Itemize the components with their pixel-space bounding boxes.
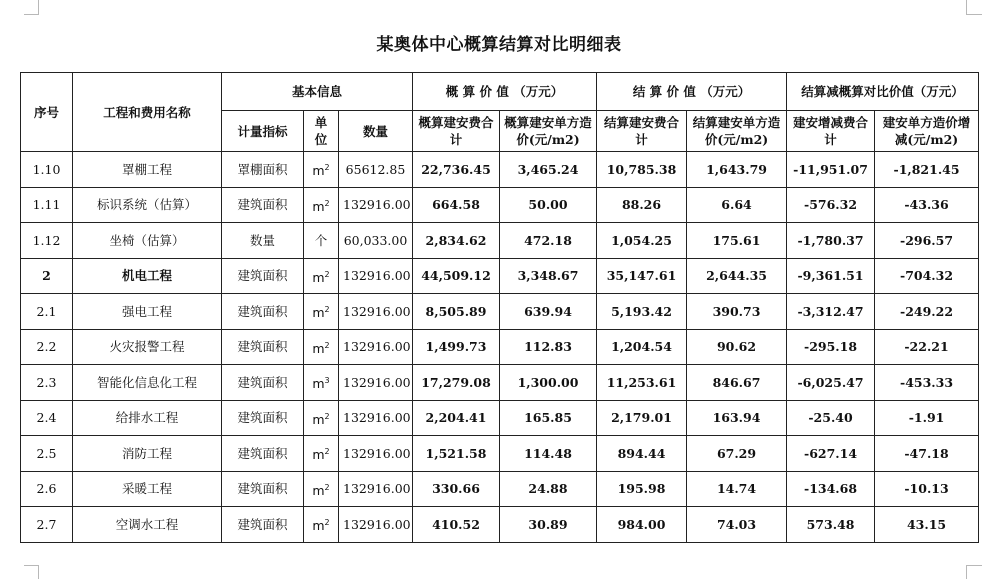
header-final-value: 结 算 价 值 （万元） (597, 73, 787, 111)
cell-unit (304, 365, 339, 401)
cell-budget-total: 664.58 (413, 187, 500, 223)
cell-unit (304, 187, 339, 223)
cell-diff-total: -25.40 (787, 400, 875, 436)
cell-item-name: 坐椅（估算） (73, 223, 222, 259)
header-basic-info: 基本信息 (222, 73, 413, 111)
cell-measure-index: 建筑面积 (222, 400, 304, 436)
cell-final-unit-cost: 2,644.35 (687, 258, 787, 294)
header-budget-unit-cost: 概算建安单方造价(元/m2) (500, 111, 597, 152)
unit-base: m (312, 163, 325, 179)
cell-final-unit-cost: 74.03 (687, 507, 787, 543)
table-row (21, 152, 979, 188)
unit-superscript: 3 (324, 376, 330, 386)
cell-item-name: 智能化信息化工程 (73, 365, 222, 401)
comparison-table (20, 72, 979, 543)
table-row (21, 471, 979, 507)
table-row (21, 436, 979, 472)
cell-diff-unit-cost: -10.13 (875, 471, 979, 507)
header-diff-unit-cost: 建安单方造价增减(元/m2) (875, 111, 979, 152)
cell-budget-total: 2,204.41 (413, 400, 500, 436)
cell-item-name: 强电工程 (73, 294, 222, 330)
cell-unit (304, 294, 339, 330)
cell-final-total: 10,785.38 (597, 152, 687, 188)
header-diff-value: 结算减概算对比价值（万元） (787, 73, 979, 111)
document-title: 某奥体中心概算结算对比明细表 (376, 35, 622, 55)
cell-unit (304, 152, 339, 188)
unit-superscript: 2 (324, 411, 330, 421)
cell-diff-total: -11,951.07 (787, 152, 875, 188)
cell-budget-total: 1,521.58 (413, 436, 500, 472)
cell-seq: 2 (21, 258, 73, 294)
table-row (21, 329, 979, 365)
cell-final-total: 35,147.61 (597, 258, 687, 294)
cell-final-unit-cost: 175.61 (687, 223, 787, 259)
header-row-top (21, 73, 979, 111)
unit-superscript: 2 (324, 305, 330, 315)
cell-final-unit-cost: 14.74 (687, 471, 787, 507)
cell-quantity: 132916.00 (339, 400, 413, 436)
cell-budget-total: 1,499.73 (413, 329, 500, 365)
crop-mark-top-left-v (38, 0, 39, 14)
crop-mark-top-left-h (24, 14, 39, 15)
unit-superscript: 2 (324, 340, 330, 350)
cell-final-unit-cost: 1,643.79 (687, 152, 787, 188)
table-row (21, 187, 979, 223)
table-row (21, 223, 979, 259)
cell-unit (304, 258, 339, 294)
cell-final-unit-cost: 390.73 (687, 294, 787, 330)
cell-item-name: 消防工程 (73, 436, 222, 472)
cell-diff-total: -3,312.47 (787, 294, 875, 330)
cell-unit (304, 436, 339, 472)
cell-quantity: 132916.00 (339, 471, 413, 507)
cell-diff-total: 573.48 (787, 507, 875, 543)
cell-budget-unit-cost: 30.89 (500, 507, 597, 543)
cell-seq: 2.5 (21, 436, 73, 472)
cell-item-name: 给排水工程 (73, 400, 222, 436)
unit-superscript: 2 (324, 518, 330, 528)
cell-final-unit-cost: 846.67 (687, 365, 787, 401)
table-row (21, 400, 979, 436)
unit-base: m (312, 447, 325, 463)
cell-final-unit-cost: 163.94 (687, 400, 787, 436)
cell-quantity: 132916.00 (339, 258, 413, 294)
cell-budget-total: 330.66 (413, 471, 500, 507)
unit-superscript: 2 (324, 482, 330, 492)
cell-budget-unit-cost: 165.85 (500, 400, 597, 436)
cell-diff-unit-cost: -1.91 (875, 400, 979, 436)
cell-final-unit-cost: 6.64 (687, 187, 787, 223)
cell-measure-index: 建筑面积 (222, 471, 304, 507)
cell-quantity: 132916.00 (339, 436, 413, 472)
table-row (21, 365, 979, 401)
cell-quantity: 65612.85 (339, 152, 413, 188)
cell-item-name: 机电工程 (73, 258, 222, 294)
cell-diff-unit-cost: -1,821.45 (875, 152, 979, 188)
cell-budget-unit-cost: 112.83 (500, 329, 597, 365)
header-measure-index: 计量指标 (222, 111, 304, 152)
header-budget-total: 概算建安费合计 (413, 111, 500, 152)
cell-measure-index: 建筑面积 (222, 294, 304, 330)
cell-diff-unit-cost: -249.22 (875, 294, 979, 330)
cell-budget-total: 22,736.45 (413, 152, 500, 188)
cell-quantity: 60,033.00 (339, 223, 413, 259)
unit-superscript: 2 (324, 198, 330, 208)
header-final-unit-cost: 结算建安单方造价(元/m2) (687, 111, 787, 152)
cell-diff-total: -1,780.37 (787, 223, 875, 259)
cell-final-total: 5,193.42 (597, 294, 687, 330)
cell-quantity: 132916.00 (339, 187, 413, 223)
cell-seq: 2.3 (21, 365, 73, 401)
cell-unit (304, 471, 339, 507)
cell-budget-unit-cost: 3,465.24 (500, 152, 597, 188)
cell-final-total: 2,179.01 (597, 400, 687, 436)
cell-seq: 2.1 (21, 294, 73, 330)
cell-diff-total: -9,361.51 (787, 258, 875, 294)
cell-item-name: 采暖工程 (73, 471, 222, 507)
cell-unit (304, 400, 339, 436)
crop-mark-bottom-left-h (24, 565, 39, 566)
table-row (21, 258, 979, 294)
cell-quantity: 132916.00 (339, 507, 413, 543)
cell-budget-total: 17,279.08 (413, 365, 500, 401)
cell-item-name: 空调水工程 (73, 507, 222, 543)
unit-base: m (312, 269, 325, 285)
header-quantity: 数量 (339, 111, 413, 152)
unit-base: m (312, 411, 325, 427)
table-body (21, 152, 979, 543)
header-name: 工程和费用名称 (73, 73, 222, 152)
cell-diff-total: -295.18 (787, 329, 875, 365)
cell-budget-unit-cost: 50.00 (500, 187, 597, 223)
unit-base: m (312, 305, 325, 321)
cell-budget-unit-cost: 24.88 (500, 471, 597, 507)
unit-superscript: 2 (324, 163, 330, 173)
unit-base: m (312, 482, 325, 498)
cell-final-total: 11,253.61 (597, 365, 687, 401)
cell-quantity: 132916.00 (339, 294, 413, 330)
unit-base: m (312, 198, 325, 214)
cell-unit (304, 329, 339, 365)
cell-seq: 2.4 (21, 400, 73, 436)
cell-item-name: 火灾报警工程 (73, 329, 222, 365)
crop-mark-bottom-right-h (966, 565, 982, 566)
cell-budget-total: 8,505.89 (413, 294, 500, 330)
cell-final-total: 195.98 (597, 471, 687, 507)
cell-diff-unit-cost: 43.15 (875, 507, 979, 543)
cell-quantity: 132916.00 (339, 365, 413, 401)
cell-diff-total: -627.14 (787, 436, 875, 472)
cell-diff-unit-cost: -704.32 (875, 258, 979, 294)
cell-budget-unit-cost: 114.48 (500, 436, 597, 472)
cell-final-total: 984.00 (597, 507, 687, 543)
cell-seq: 1.10 (21, 152, 73, 188)
cell-seq: 2.7 (21, 507, 73, 543)
cell-budget-total: 2,834.62 (413, 223, 500, 259)
cell-diff-total: -134.68 (787, 471, 875, 507)
cell-budget-unit-cost: 3,348.67 (500, 258, 597, 294)
crop-mark-bottom-right-v (966, 565, 967, 579)
cell-final-total: 1,054.25 (597, 223, 687, 259)
cell-measure-index: 建筑面积 (222, 436, 304, 472)
cell-diff-unit-cost: -296.57 (875, 223, 979, 259)
unit-superscript: 2 (324, 447, 330, 457)
cell-final-unit-cost: 67.29 (687, 436, 787, 472)
unit-base: m (312, 340, 325, 356)
unit-base: m (312, 518, 325, 534)
cell-final-total: 894.44 (597, 436, 687, 472)
cell-diff-unit-cost: -453.33 (875, 365, 979, 401)
cell-measure-index: 数量 (222, 223, 304, 259)
cell-budget-unit-cost: 472.18 (500, 223, 597, 259)
header-final-total: 结算建安费合计 (597, 111, 687, 152)
cell-diff-total: -576.32 (787, 187, 875, 223)
cell-final-total: 1,204.54 (597, 329, 687, 365)
table-row (21, 294, 979, 330)
cell-budget-total: 410.52 (413, 507, 500, 543)
cell-diff-unit-cost: -22.21 (875, 329, 979, 365)
header-unit: 单位 (304, 111, 339, 152)
cell-diff-total: -6,025.47 (787, 365, 875, 401)
cell-final-total: 88.26 (597, 187, 687, 223)
unit-base: m (312, 376, 325, 392)
cell-seq: 1.12 (21, 223, 73, 259)
cell-budget-unit-cost: 1,300.00 (500, 365, 597, 401)
crop-mark-top-right-v (966, 0, 967, 14)
cell-seq: 2.2 (21, 329, 73, 365)
cell-measure-index: 建筑面积 (222, 507, 304, 543)
cell-diff-unit-cost: -47.18 (875, 436, 979, 472)
cell-item-name: 标识系统（估算） (73, 187, 222, 223)
cell-measure-index: 建筑面积 (222, 258, 304, 294)
header-diff-total: 建安增减费合计 (787, 111, 875, 152)
table-row (21, 507, 979, 543)
cell-measure-index: 建筑面积 (222, 329, 304, 365)
cell-budget-total: 44,509.12 (413, 258, 500, 294)
cell-unit (304, 507, 339, 543)
cell-quantity: 132916.00 (339, 329, 413, 365)
crop-mark-bottom-left-v (38, 565, 39, 579)
cell-item-name: 罩棚工程 (73, 152, 222, 188)
header-seq: 序号 (21, 73, 73, 152)
cell-measure-index: 建筑面积 (222, 187, 304, 223)
cell-unit (304, 223, 339, 259)
cell-measure-index: 建筑面积 (222, 365, 304, 401)
cell-final-unit-cost: 90.62 (687, 329, 787, 365)
unit-base: 个 (314, 232, 328, 248)
cell-measure-index: 罩棚面积 (222, 152, 304, 188)
crop-mark-top-right-h (966, 14, 982, 15)
unit-superscript: 2 (324, 269, 330, 279)
cell-seq: 1.11 (21, 187, 73, 223)
cell-diff-unit-cost: -43.36 (875, 187, 979, 223)
header-budget-value: 概 算 价 值 （万元） (413, 73, 597, 111)
cell-budget-unit-cost: 639.94 (500, 294, 597, 330)
cell-seq: 2.6 (21, 471, 73, 507)
